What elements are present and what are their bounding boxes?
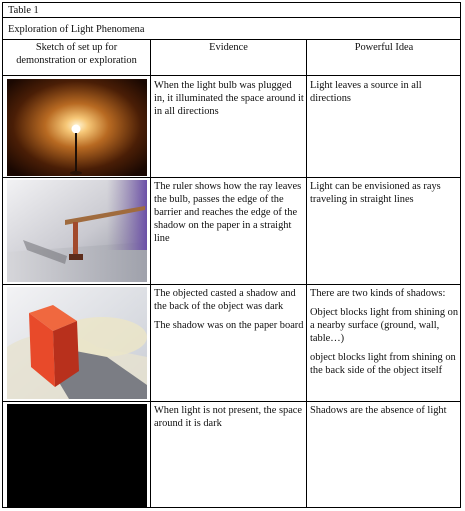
- evidence-cell: [154, 180, 304, 251]
- evidence-text: The objected casted a shadow and the back of the object was dark: [154, 288, 296, 312]
- light-bulb-glowing-photo: [7, 79, 147, 176]
- exploration-table: [2, 2, 461, 508]
- light-bulb-glowing-photo: [7, 79, 147, 176]
- ruler-ray-photo: [7, 180, 147, 282]
- header-sketch: Sketch of set up for demonstration or exploration: [16, 42, 137, 66]
- idea-text: Shadows are the absence of light: [310, 405, 447, 416]
- ruler-ray-photo: [7, 180, 147, 282]
- idea-cell: [310, 79, 460, 111]
- header-powerful-idea: Powerful Idea: [354, 42, 414, 53]
- idea-text: Light can be envisioned as rays traveling in straight lines: [310, 181, 441, 205]
- evidence-text: When the light bulb was plugged in, it illuminated the space around it in all directions: [154, 80, 304, 117]
- idea-text: Light leaves a source in all directions: [310, 80, 422, 104]
- table-divider: [306, 39, 307, 507]
- evidence-text: The shadow was on the paper board: [154, 320, 304, 331]
- evidence-cell: [154, 287, 304, 338]
- table-divider: [3, 75, 460, 76]
- evidence-text: The ruler shows how the ray leaves the bulb, passes the edge of the barrier and reaches the edge of the shadow on the paper in a straight line: [154, 181, 302, 244]
- evidence-cell: [154, 79, 304, 124]
- table-number: Table 1: [8, 5, 39, 16]
- idea-cell: [310, 404, 460, 423]
- table-divider: [3, 39, 460, 40]
- idea-cell: [310, 287, 460, 383]
- dark-room-photo: [7, 404, 147, 508]
- table-divider: [3, 17, 460, 18]
- table-title: Exploration of Light Phenomena: [8, 24, 145, 35]
- idea-cell: [310, 180, 460, 212]
- evidence-cell: [154, 404, 304, 436]
- red-block-shadow-photo: [7, 287, 147, 399]
- header-evidence: Evidence: [209, 42, 248, 53]
- evidence-text: When light is not present, the space around it is dark: [154, 405, 303, 429]
- idea-text: There are two kinds of shadows:: [310, 288, 446, 299]
- table-divider: [3, 177, 460, 178]
- table-divider: [3, 284, 460, 285]
- red-block-shadow-photo: [7, 287, 147, 399]
- idea-text: object blocks light from shining on the back side of the object itself: [310, 352, 456, 376]
- idea-text: Object blocks light from shining on a nearby surface (ground, wall, table…): [310, 307, 459, 344]
- table-divider: [3, 401, 460, 402]
- table-divider: [150, 39, 151, 507]
